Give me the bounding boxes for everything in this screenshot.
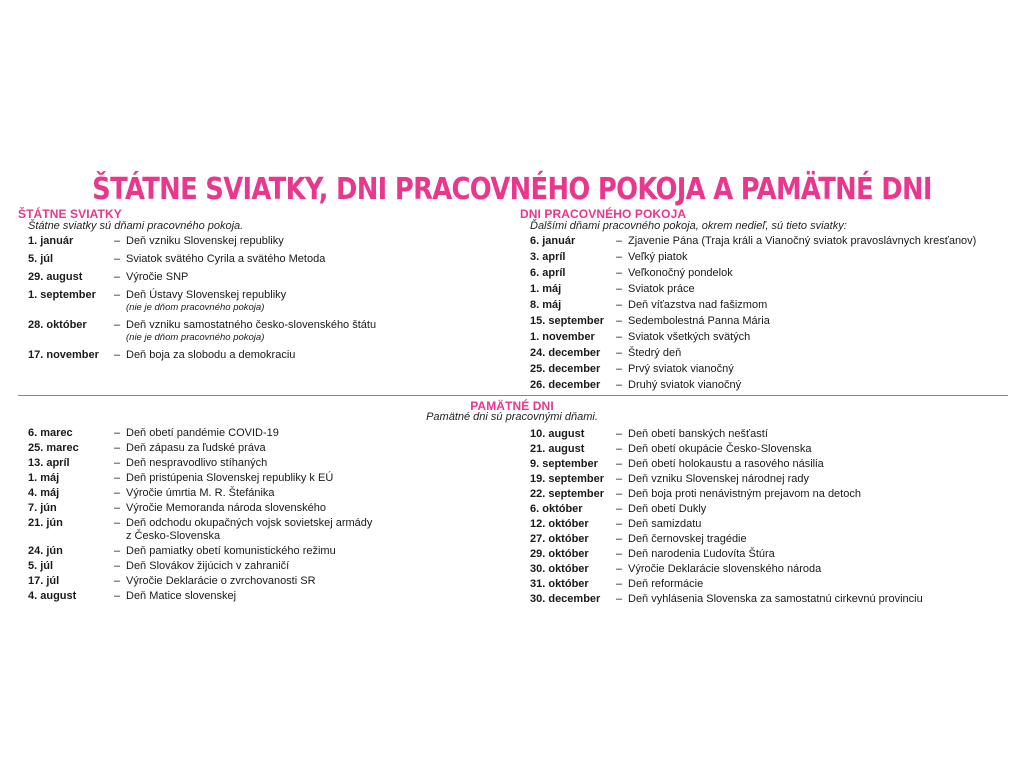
list-item bbox=[530, 379, 976, 392]
description-text: Deň obetí holokaustu a rasového násilia bbox=[628, 458, 824, 470]
list-item bbox=[28, 517, 372, 543]
dash: – bbox=[616, 315, 623, 327]
list-item bbox=[530, 563, 923, 576]
description-text: Deň pristúpenia Slovenskej republiky k EÚ bbox=[126, 472, 334, 484]
dash: – bbox=[616, 443, 623, 455]
description bbox=[126, 575, 316, 588]
list-item bbox=[530, 578, 923, 591]
date: 9. september bbox=[530, 458, 598, 470]
dash: – bbox=[616, 503, 623, 515]
description-text: Deň zápasu za ľudské práva bbox=[126, 442, 266, 454]
date: 10. august bbox=[530, 428, 585, 440]
description bbox=[126, 442, 266, 455]
list-item bbox=[530, 363, 976, 376]
dash: – bbox=[114, 271, 121, 283]
list-item bbox=[28, 457, 372, 470]
pamatne-dni-right-list bbox=[530, 428, 923, 608]
description-text: Deň reformácie bbox=[628, 578, 704, 590]
description-text: Deň víťazstva nad fašizmom bbox=[628, 299, 768, 311]
date: 24. jún bbox=[28, 545, 63, 557]
date: 13. apríl bbox=[28, 457, 70, 469]
list-item bbox=[28, 289, 376, 314]
date: 21. jún bbox=[28, 517, 63, 529]
description-continuation: z Česko-Slovenska bbox=[126, 530, 221, 542]
date: 5. júl bbox=[28, 253, 54, 265]
dash: – bbox=[616, 299, 623, 311]
pamatne-dni-left-list bbox=[28, 427, 372, 605]
description-text: Deň vzniku Slovenskej republiky bbox=[126, 235, 284, 247]
date: 30. december bbox=[530, 593, 601, 605]
description bbox=[628, 458, 824, 471]
date: 6. marec bbox=[28, 427, 73, 439]
description-text: Výročie Deklarácie o zvrchovanosti SR bbox=[126, 575, 316, 587]
dash: – bbox=[616, 379, 623, 391]
dash: – bbox=[616, 518, 623, 530]
description bbox=[628, 331, 750, 344]
description bbox=[126, 590, 236, 603]
description-text: Deň obetí okupácie Česko-Slovenska bbox=[628, 443, 812, 455]
date: 30. október bbox=[530, 563, 589, 575]
date: 1. november bbox=[530, 331, 595, 343]
description bbox=[628, 443, 811, 456]
dni-pokoja-heading: DNI PRACOVNÉHO POKOJA bbox=[520, 207, 687, 221]
description-text: Deň narodenia Ľudovíta Štúra bbox=[628, 548, 775, 560]
description-text: Prvý sviatok vianočný bbox=[628, 363, 734, 375]
dash: – bbox=[616, 428, 623, 440]
description-text: Výročie Memoranda národa slovenského bbox=[126, 502, 326, 514]
description bbox=[628, 283, 695, 296]
description bbox=[628, 347, 681, 360]
dash: – bbox=[114, 545, 121, 557]
list-item bbox=[28, 235, 376, 248]
dash: – bbox=[114, 442, 121, 454]
dash: – bbox=[616, 458, 623, 470]
description-text: Sedembolestná Panna Mária bbox=[628, 315, 770, 327]
list-item bbox=[28, 487, 372, 500]
dash: – bbox=[616, 267, 623, 279]
description bbox=[628, 251, 687, 264]
dni-pokoja-list bbox=[530, 235, 976, 395]
list-item bbox=[28, 545, 372, 558]
dash: – bbox=[616, 593, 623, 605]
description-text: Výročie SNP bbox=[126, 271, 189, 283]
date: 17. november bbox=[28, 349, 99, 361]
list-item bbox=[530, 315, 976, 328]
dash: – bbox=[616, 347, 623, 359]
description-text: Deň boja za slobodu a demokraciu bbox=[126, 349, 296, 361]
date: 6. január bbox=[530, 235, 576, 247]
list-item bbox=[530, 548, 923, 561]
date: 29. október bbox=[530, 548, 589, 560]
description bbox=[628, 299, 767, 312]
date: 5. júl bbox=[28, 560, 54, 572]
dash: – bbox=[114, 319, 121, 331]
date: 3. apríl bbox=[530, 251, 566, 263]
list-item bbox=[530, 283, 976, 296]
date: 1. máj bbox=[530, 283, 562, 295]
list-item bbox=[28, 590, 372, 603]
description-text: Deň nespravodlivo stíhaných bbox=[126, 457, 268, 469]
dash: – bbox=[114, 235, 121, 247]
list-item bbox=[530, 488, 923, 501]
description-text: Deň samizdatu bbox=[628, 518, 702, 530]
dash: – bbox=[114, 575, 121, 587]
description-text: Deň vyhlásenia Slovenska za samostatnú cirkevnú provinciu bbox=[628, 593, 923, 605]
description bbox=[126, 560, 289, 573]
dash: – bbox=[114, 502, 121, 514]
description bbox=[628, 363, 734, 376]
date: 12. október bbox=[530, 518, 589, 530]
description bbox=[126, 502, 326, 515]
description bbox=[126, 457, 267, 470]
dash: – bbox=[616, 473, 623, 485]
dash: – bbox=[616, 533, 623, 545]
pamatne-dni-heading: PAMÄTNÉ DNI bbox=[470, 399, 554, 413]
list-item bbox=[530, 299, 976, 312]
description bbox=[628, 578, 703, 591]
description-text: Sviatok svätého Cyrila a svätého Metoda bbox=[126, 253, 326, 265]
description-text: Deň černovskej tragédie bbox=[628, 533, 747, 545]
description bbox=[628, 563, 821, 576]
description-text: Druhý sviatok vianočný bbox=[628, 379, 742, 391]
date: 19. september bbox=[530, 473, 604, 485]
description bbox=[628, 503, 706, 516]
date: 8. máj bbox=[530, 299, 562, 311]
list-item bbox=[530, 347, 976, 360]
date: 4. august bbox=[28, 590, 77, 602]
list-item bbox=[530, 267, 976, 280]
statne-sviatky-subtitle: Štátne sviatky sú dňami pracovného pokoja. bbox=[28, 220, 244, 232]
description-text: Deň Matice slovenskej bbox=[126, 590, 237, 602]
date: 25. december bbox=[530, 363, 601, 375]
date: 28. október bbox=[28, 319, 87, 331]
note: (nie je dňom pracovného pokoja) bbox=[126, 302, 265, 313]
date: 6. október bbox=[530, 503, 583, 515]
dash: – bbox=[114, 487, 121, 499]
date: 1. máj bbox=[28, 472, 60, 484]
date: 24. december bbox=[530, 347, 601, 359]
description bbox=[628, 488, 861, 501]
dash: – bbox=[616, 578, 623, 590]
list-item bbox=[530, 251, 976, 264]
dash: – bbox=[114, 349, 121, 361]
description bbox=[126, 472, 333, 485]
description bbox=[628, 379, 741, 392]
list-item bbox=[530, 458, 923, 471]
date: 25. marec bbox=[28, 442, 79, 454]
dni-pokoja-subtitle: Ďalšími dňami pracovného pokoja, okrem nedieľ, sú tieto sviatky: bbox=[530, 220, 847, 232]
date: 21. august bbox=[530, 443, 585, 455]
description bbox=[126, 349, 295, 362]
date: 29. august bbox=[28, 271, 83, 283]
dash: – bbox=[114, 517, 121, 529]
dash: – bbox=[616, 235, 623, 247]
list-item bbox=[28, 271, 376, 284]
description-text: Deň boja proti nenávistným prejavom na detoch bbox=[628, 488, 861, 500]
description-text: Deň obetí pandémie COVID-19 bbox=[126, 427, 279, 439]
description-text: Výročie Deklarácie slovenského národa bbox=[628, 563, 822, 575]
description-text: Sviatok všetkých svätých bbox=[628, 331, 751, 343]
date: 26. december bbox=[530, 379, 601, 391]
list-item bbox=[530, 533, 923, 546]
dash: – bbox=[616, 488, 623, 500]
description-text: Štedrý deň bbox=[628, 347, 682, 359]
list-item bbox=[530, 235, 976, 248]
description bbox=[126, 319, 376, 344]
date: 27. október bbox=[530, 533, 589, 545]
list-item bbox=[530, 518, 923, 531]
statne-sviatky-list bbox=[28, 235, 376, 367]
date: 17. júl bbox=[28, 575, 60, 587]
dash: – bbox=[616, 363, 623, 375]
date: 4. máj bbox=[28, 487, 60, 499]
dash: – bbox=[616, 548, 623, 560]
description bbox=[628, 267, 733, 280]
date: 7. jún bbox=[28, 502, 57, 514]
dash: – bbox=[114, 590, 121, 602]
list-item bbox=[28, 575, 372, 588]
description bbox=[126, 253, 325, 266]
description-text: Výročie úmrtia M. R. Štefánika bbox=[126, 487, 275, 499]
description bbox=[628, 548, 775, 561]
description-text: Deň vzniku samostatného česko-slovenského štátu bbox=[126, 319, 377, 331]
description bbox=[628, 428, 768, 441]
list-item bbox=[530, 331, 976, 344]
description-text: Veľký piatok bbox=[628, 251, 688, 263]
description-text: Sviatok práce bbox=[628, 283, 695, 295]
dash: – bbox=[114, 289, 121, 301]
date: 22. september bbox=[530, 488, 604, 500]
description bbox=[126, 271, 188, 284]
description bbox=[628, 473, 809, 486]
list-item bbox=[530, 593, 923, 606]
description-text: Deň obetí Dukly bbox=[628, 503, 707, 515]
dash: – bbox=[616, 331, 623, 343]
description bbox=[126, 487, 275, 500]
list-item bbox=[28, 442, 372, 455]
date: 15. september bbox=[530, 315, 604, 327]
dash: – bbox=[114, 472, 121, 484]
list-item bbox=[530, 473, 923, 486]
page-title: ŠTÁTNE SVIATKY, DNI PRACOVNÉHO POKOJA A PAMÄTNÉ DNI bbox=[92, 172, 932, 207]
dash: – bbox=[114, 560, 121, 572]
list-item bbox=[530, 428, 923, 441]
list-item bbox=[28, 472, 372, 485]
description-text: Deň obetí banských nešťastí bbox=[628, 428, 768, 440]
list-item bbox=[28, 319, 376, 344]
pamatne-dni-subtitle: Pamätné dni sú pracovnými dňami. bbox=[426, 411, 598, 423]
list-item bbox=[28, 502, 372, 515]
list-item bbox=[28, 253, 376, 266]
date: 6. apríl bbox=[530, 267, 566, 279]
description bbox=[628, 315, 770, 328]
dash: – bbox=[114, 253, 121, 265]
list-item bbox=[28, 349, 376, 362]
description bbox=[628, 518, 701, 531]
description bbox=[126, 235, 284, 248]
statne-sviatky-heading: ŠTÁTNE SVIATKY bbox=[18, 207, 122, 221]
list-item bbox=[28, 427, 372, 440]
description-text: Deň odchodu okupačných vojsk sovietskej armády bbox=[126, 517, 373, 529]
note: (nie je dňom pracovného pokoja) bbox=[126, 332, 265, 343]
dash: – bbox=[616, 563, 623, 575]
description bbox=[628, 593, 923, 606]
description-text: Deň Ústavy Slovenskej republiky bbox=[126, 289, 287, 301]
description bbox=[628, 533, 747, 546]
description bbox=[126, 289, 286, 314]
description bbox=[126, 545, 336, 558]
description bbox=[126, 517, 372, 543]
date: 1. september bbox=[28, 289, 96, 301]
description-text: Deň vzniku Slovenskej národnej rady bbox=[628, 473, 809, 485]
dash: – bbox=[616, 283, 623, 295]
description-text: Veľkonočný pondelok bbox=[628, 267, 733, 279]
description-text: Deň pamiatky obetí komunistického režimu bbox=[126, 545, 336, 557]
dash: – bbox=[114, 457, 121, 469]
date: 31. október bbox=[530, 578, 589, 590]
description-text: Zjavenie Pána (Traja králi a Vianočný sviatok pravoslávnych kresťanov) bbox=[628, 235, 977, 247]
description-text: Deň Slovákov žijúcich v zahraničí bbox=[126, 560, 290, 572]
list-item bbox=[28, 560, 372, 573]
date: 1. január bbox=[28, 235, 74, 247]
description bbox=[126, 427, 279, 440]
dash: – bbox=[114, 427, 121, 439]
list-item bbox=[530, 443, 923, 456]
dash: – bbox=[616, 251, 623, 263]
description bbox=[628, 235, 976, 248]
section-divider bbox=[18, 395, 1008, 396]
list-item bbox=[530, 503, 923, 516]
